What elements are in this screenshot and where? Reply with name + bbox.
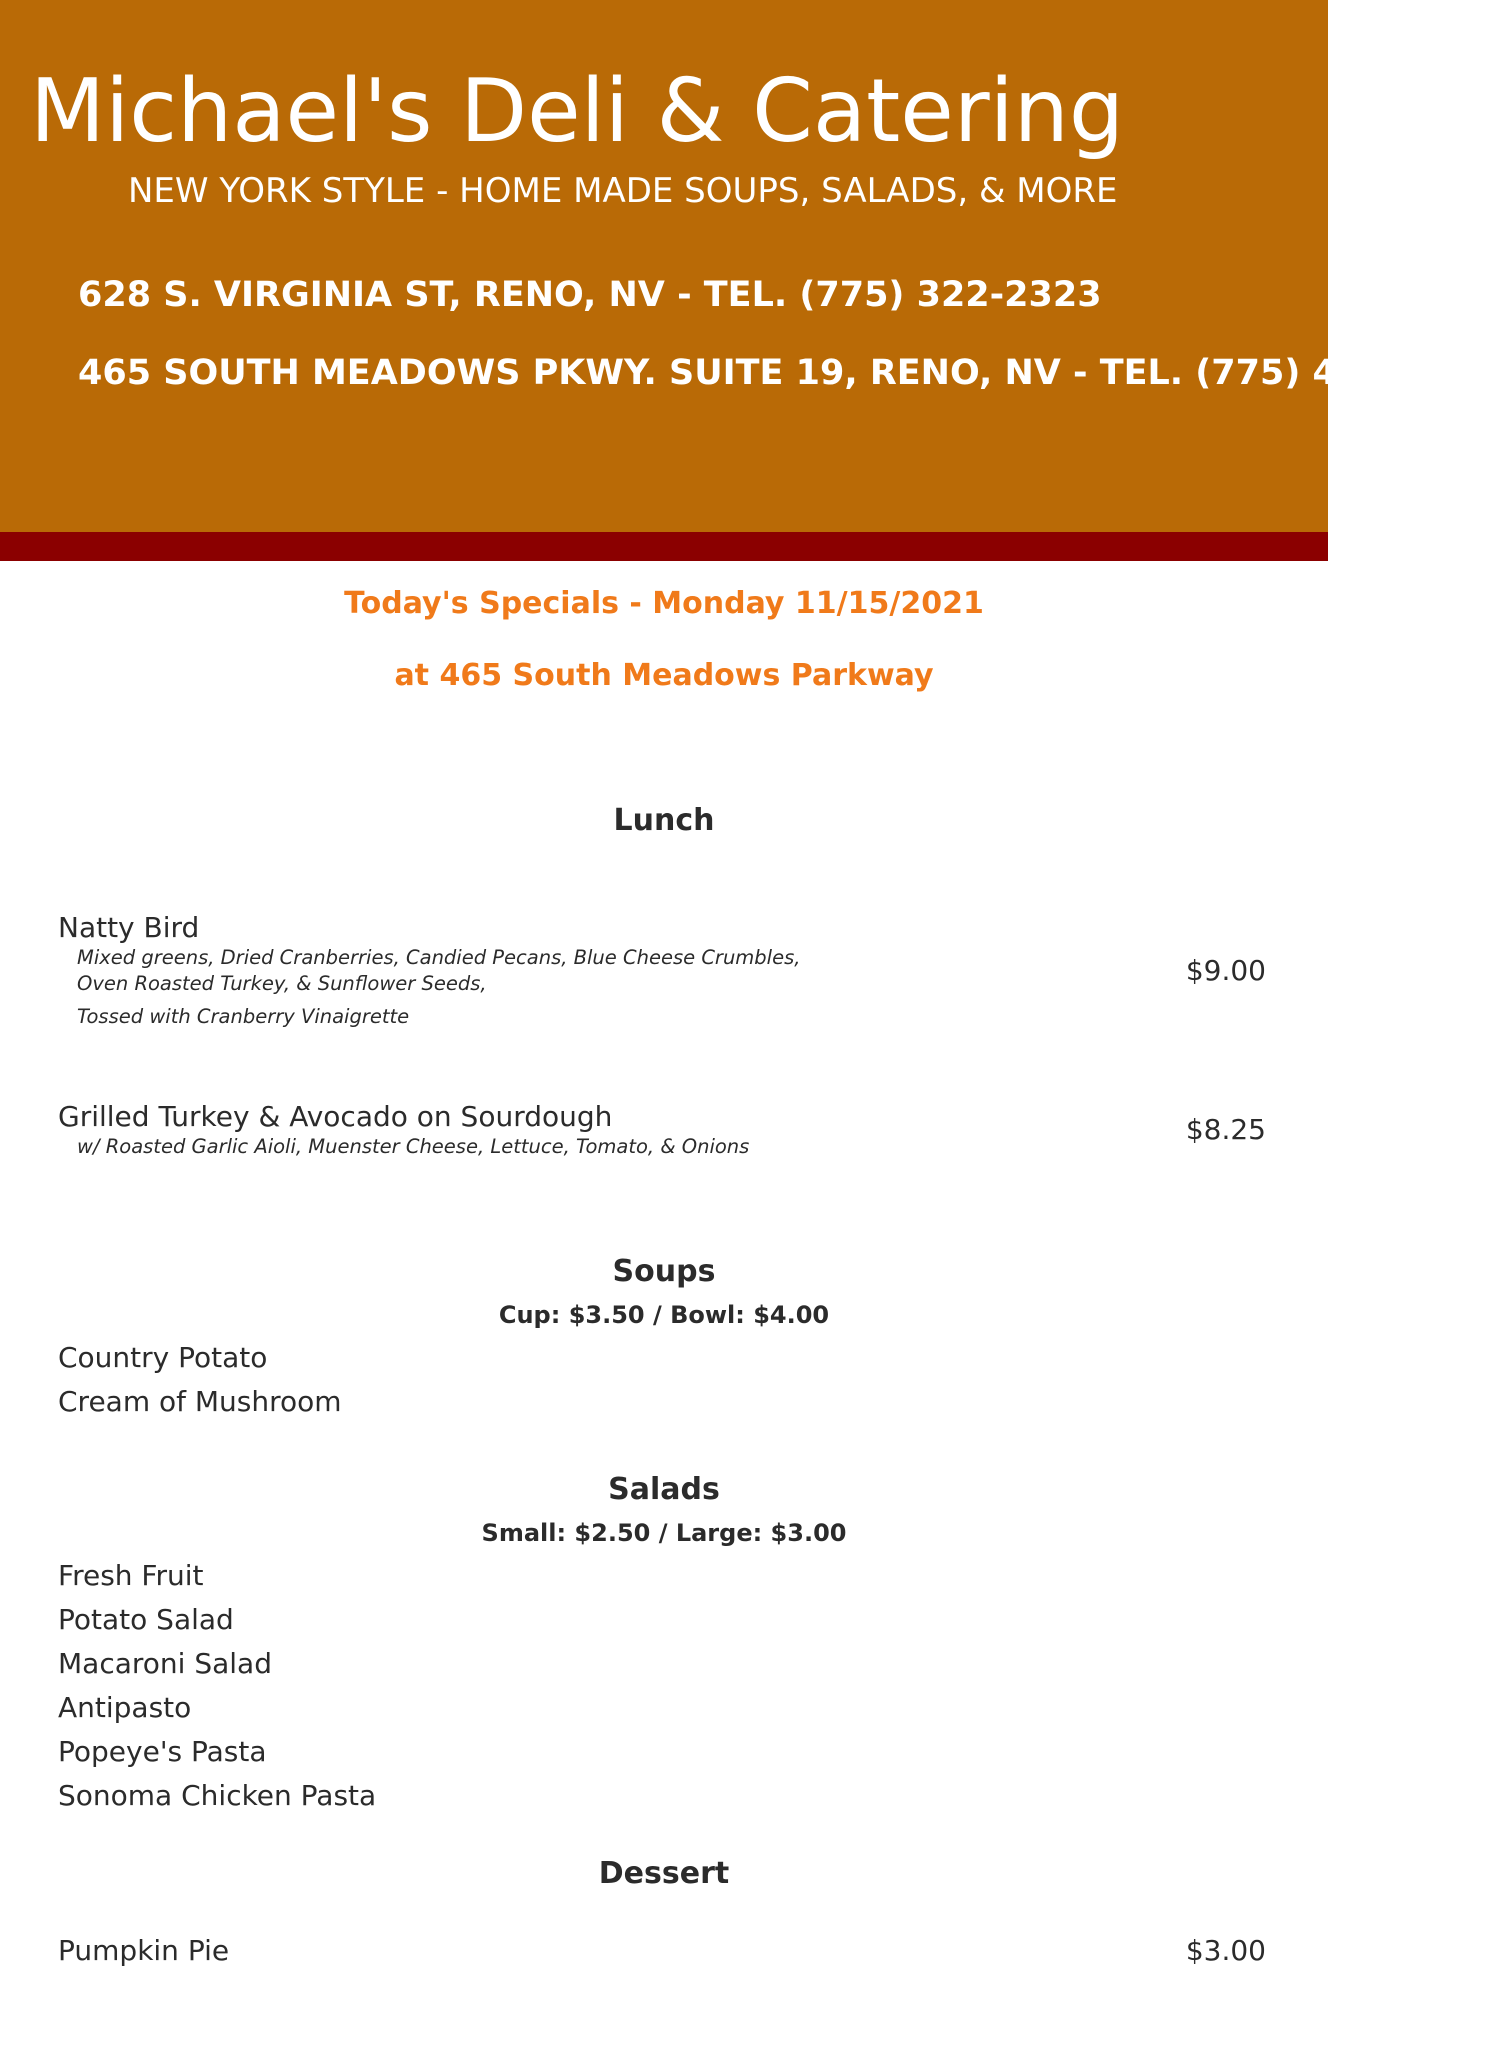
list-item: Potato Salad: [58, 1603, 234, 1636]
address-south-meadows: 465 SOUTH MEADOWS PKWY. SUITE 19, RENO, NV - TEL. (775) 440-1088: [78, 353, 1498, 393]
menu-item-name: Natty Bird: [58, 911, 200, 944]
list-item: Cream of Mushroom: [58, 1385, 342, 1418]
soups-pricing: Cup: $3.50 / Bowl: $4.00: [498, 1301, 830, 1329]
list-item: Macaroni Salad: [58, 1647, 272, 1680]
salads-pricing: Small: $2.50 / Large: $3.00: [481, 1519, 847, 1547]
section-heading-lunch: Lunch: [613, 803, 715, 838]
section-heading-soups: Soups: [612, 1254, 716, 1289]
menu-item-name: Grilled Turkey & Avocado on Sourdough: [58, 1100, 613, 1133]
list-item: Fresh Fruit: [58, 1559, 204, 1592]
brand-title: Michael's Deli & Catering: [30, 60, 1125, 162]
list-item: Antipasto: [58, 1691, 192, 1724]
menu-item-price: $3.00: [1185, 1934, 1266, 1967]
list-item: Sonoma Chicken Pasta: [58, 1779, 377, 1812]
menu-item-price: $8.25: [1185, 1113, 1266, 1146]
list-item: Country Potato: [58, 1341, 268, 1374]
menu-item-name: Pumpkin Pie: [58, 1934, 230, 1967]
menu-item-description: Mixed greens, Dried Cranberries, Candied Pecans, Blue Cheese Crumbles,: [77, 946, 801, 969]
list-item: Popeye's Pasta: [58, 1735, 267, 1768]
menu-item-description: Oven Roasted Turkey, & Sunflower Seeds,: [77, 972, 487, 995]
specials-date-heading: Today's Specials - Monday 11/15/2021: [344, 586, 984, 621]
header-divider-stripe: [0, 532, 1328, 561]
specials-location-heading: at 465 South Meadows Parkway: [394, 658, 934, 693]
menu-item-price: $9.00: [1185, 954, 1266, 987]
header-banner: [0, 0, 1498, 532]
menu-item-description: w/ Roasted Garlic Aioli, Muenster Cheese, Lettuce, Tomato, & Onions: [77, 1135, 750, 1158]
section-heading-salads: Salads: [608, 1472, 720, 1507]
menu-item-description: Tossed with Cranberry Vinaigrette: [77, 1005, 410, 1028]
brand-tagline: NEW YORK STYLE - HOME MADE SOUPS, SALADS, & MORE: [128, 171, 1118, 211]
address-virginia-st: 628 S. VIRGINIA ST, RENO, NV - TEL. (775) 322-2323: [78, 275, 1102, 315]
section-heading-dessert: Dessert: [598, 1856, 730, 1891]
